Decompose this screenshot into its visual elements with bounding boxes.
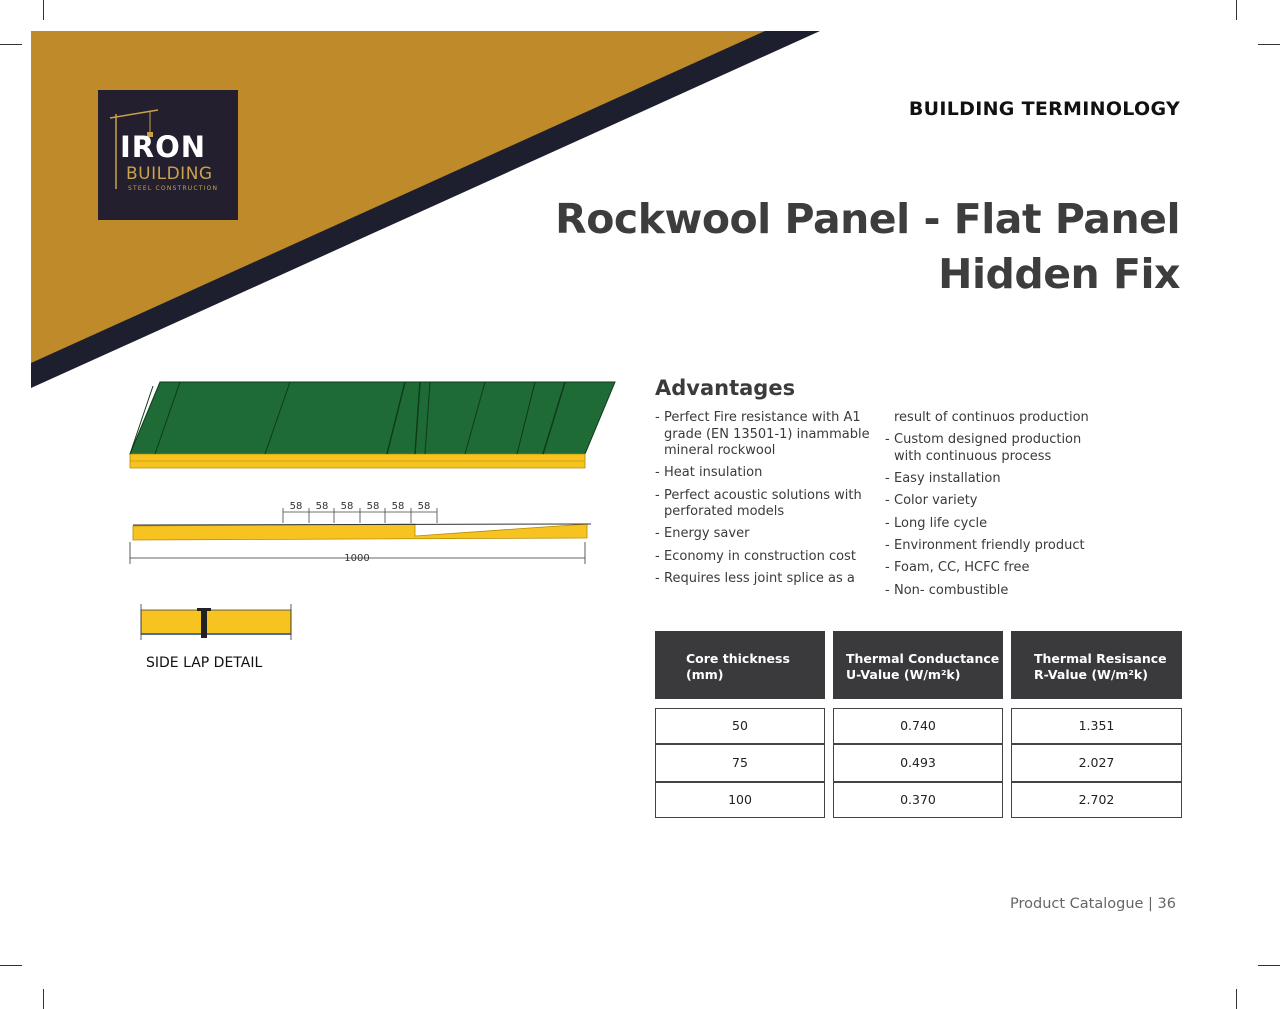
header-line: Thermal Resisance [1034,651,1167,666]
list-item: - Energy saver [655,526,750,542]
dim-label: 58 [315,501,329,512]
list-item: - Heat insulation [655,465,763,481]
table-cell: 0.370 [833,782,1003,818]
table-cell: 0.740 [833,708,1003,744]
logo-word-building: BUILDING [126,164,213,184]
list-item: - Color variety [885,493,978,509]
dim-label: 58 [391,501,405,512]
dim-label: 58 [417,501,431,512]
panel-3d-illustration [130,382,615,468]
dim-label: 58 [289,501,303,512]
table-cell: 100 [655,782,825,818]
list-item: - Long life cycle [885,515,988,531]
table-header-thermal-resistance [1011,631,1182,699]
list-item-continuation: result of continuos production [894,410,1089,425]
header-line: U-Value (W/m²k) [846,667,961,682]
table-cell: 2.027 [1011,744,1182,782]
advantages-column-2 [885,410,1100,605]
dim-label: 58 [366,501,380,512]
dim-label: 58 [340,501,354,512]
title-line-2: Hidden Fix [938,250,1180,298]
header-line: Core thickness [686,651,790,666]
advantages-heading: Advantages [655,376,796,400]
header-line: R-Value (W/m²k) [1034,667,1148,682]
company-logo [98,90,238,220]
list-item: - Requires less joint splice as a [655,570,855,586]
header-line: Thermal Conductance [846,651,1000,666]
side-lap-label: SIDE LAP DETAIL [146,655,263,671]
side-lap-detail [141,604,291,640]
logo-word-iron: IRON [120,130,207,164]
table-cell: 0.493 [833,744,1003,782]
title-line-1: Rockwool Panel - Flat Panel [555,195,1180,243]
dimension-marks [283,508,437,523]
list-item: - Perfect acoustic solutions with perforated models [655,487,862,520]
logo-tagline: STEEL CONSTRUCTION [128,185,219,192]
table-cell: 75 [655,744,825,782]
table-cell: 2.702 [1011,782,1182,818]
page-title [555,192,1180,302]
list-item: - Environment friendly product [885,537,1085,553]
table-cell: 50 [655,708,825,744]
list-item: - Perfect Fire resistance with A1 grade (EN 13501-1) inammable mineral rockwool [655,410,870,458]
page-footer: Product Catalogue | 36 [1009,896,1176,912]
list-item: - Non- combustible [885,582,1009,598]
panel-drawings [125,378,625,678]
section-label: BUILDING TERMINOLOGY [908,98,1180,120]
advantages-column-1 [655,410,870,593]
list-item: - Economy in construction cost [655,548,856,564]
list-item: - Custom designed production with continuous process [885,432,1082,464]
table-header-core-thickness [655,631,825,699]
width-label: 1000 [344,553,370,564]
list-item: - Easy installation [885,471,1001,487]
header-line: (mm) [686,667,724,682]
table-cell: 1.351 [1011,708,1182,744]
table-header-thermal-conductance [833,631,1003,699]
list-item: - Foam, CC, HCFC free [885,560,1030,576]
